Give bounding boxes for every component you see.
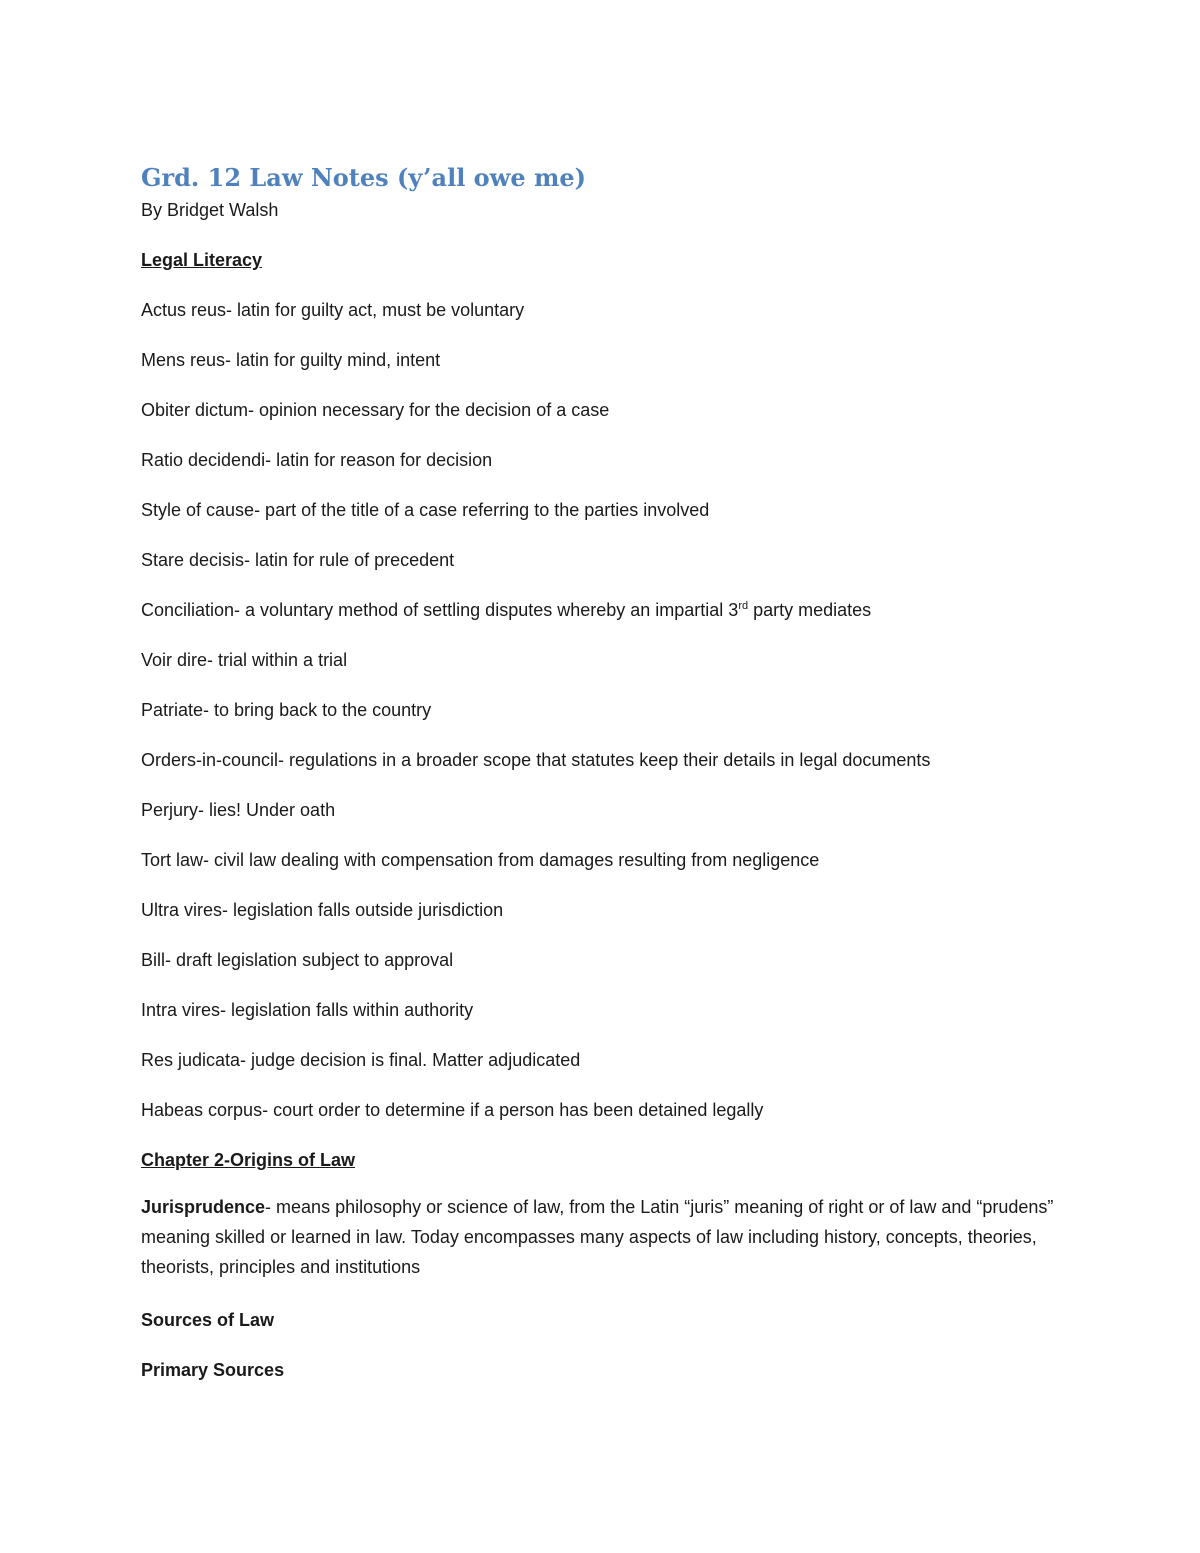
definition-line: Voir dire- trial within a trial: [141, 650, 348, 670]
definition-line: Stare decisis- latin for rule of precedent: [141, 550, 455, 570]
definition-line: Ultra vires- legislation falls outside jurisdiction: [141, 900, 504, 920]
definition-line: Patriate- to bring back to the country: [141, 700, 432, 720]
definition-line: Intra vires- legislation falls within authority: [141, 1000, 474, 1020]
jurisprudence-term: Jurisprudence: [141, 1197, 266, 1217]
document-author: By Bridget Walsh: [141, 200, 279, 220]
sources-of-law-heading: Sources of Law: [141, 1310, 275, 1330]
definition-line: Habeas corpus- court order to determine if a person has been detained legally: [141, 1100, 764, 1120]
ordinal-superscript: rd: [738, 600, 749, 612]
document-title: Grd. 12 Law Notes (y’all owe me): [141, 163, 586, 192]
definition-line: Orders-in-council- regulations in a broader scope that statutes keep their details in legal documents: [141, 750, 931, 770]
conciliation-text-end: party mediates: [748, 600, 872, 620]
definition-line: Bill- draft legislation subject to approval: [141, 950, 454, 970]
definition-line: Style of cause- part of the title of a case referring to the parties involved: [141, 500, 710, 520]
definition-line: Res judicata- judge decision is final. Matter adjudicated: [141, 1050, 581, 1070]
section-heading-origins-of-law: Chapter 2-Origins of Law: [141, 1150, 356, 1170]
definition-line: Ratio decidendi- latin for reason for decision: [141, 450, 493, 470]
section-heading-legal-literacy: Legal Literacy: [141, 250, 263, 270]
primary-sources-heading: Primary Sources: [141, 1360, 285, 1380]
definition-line-conciliation: [141, 598, 1071, 622]
definition-line: Perjury- lies! Under oath: [141, 800, 336, 820]
definition-line: Tort law- civil law dealing with compensation from damages resulting from negligence: [141, 850, 820, 870]
jurisprudence-paragraph: [141, 1192, 1066, 1282]
definition-line: Mens reus- latin for guilty mind, intent: [141, 350, 441, 370]
document-body: [141, 160, 1071, 1382]
conciliation-text: Conciliation- a voluntary method of settling disputes whereby an impartial 3: [141, 600, 739, 620]
definition-line: Obiter dictum- opinion necessary for the decision of a case: [141, 400, 610, 420]
definition-line: Actus reus- latin for guilty act, must be voluntary: [141, 300, 525, 320]
jurisprudence-text: - means philosophy or science of law, from the Latin “juris” meaning of right or of law and “prudens” meaning skilled or learned in law. Today encompasses many aspects of law including history, concepts, theories, theorists, principles and institutions: [141, 1197, 1054, 1277]
